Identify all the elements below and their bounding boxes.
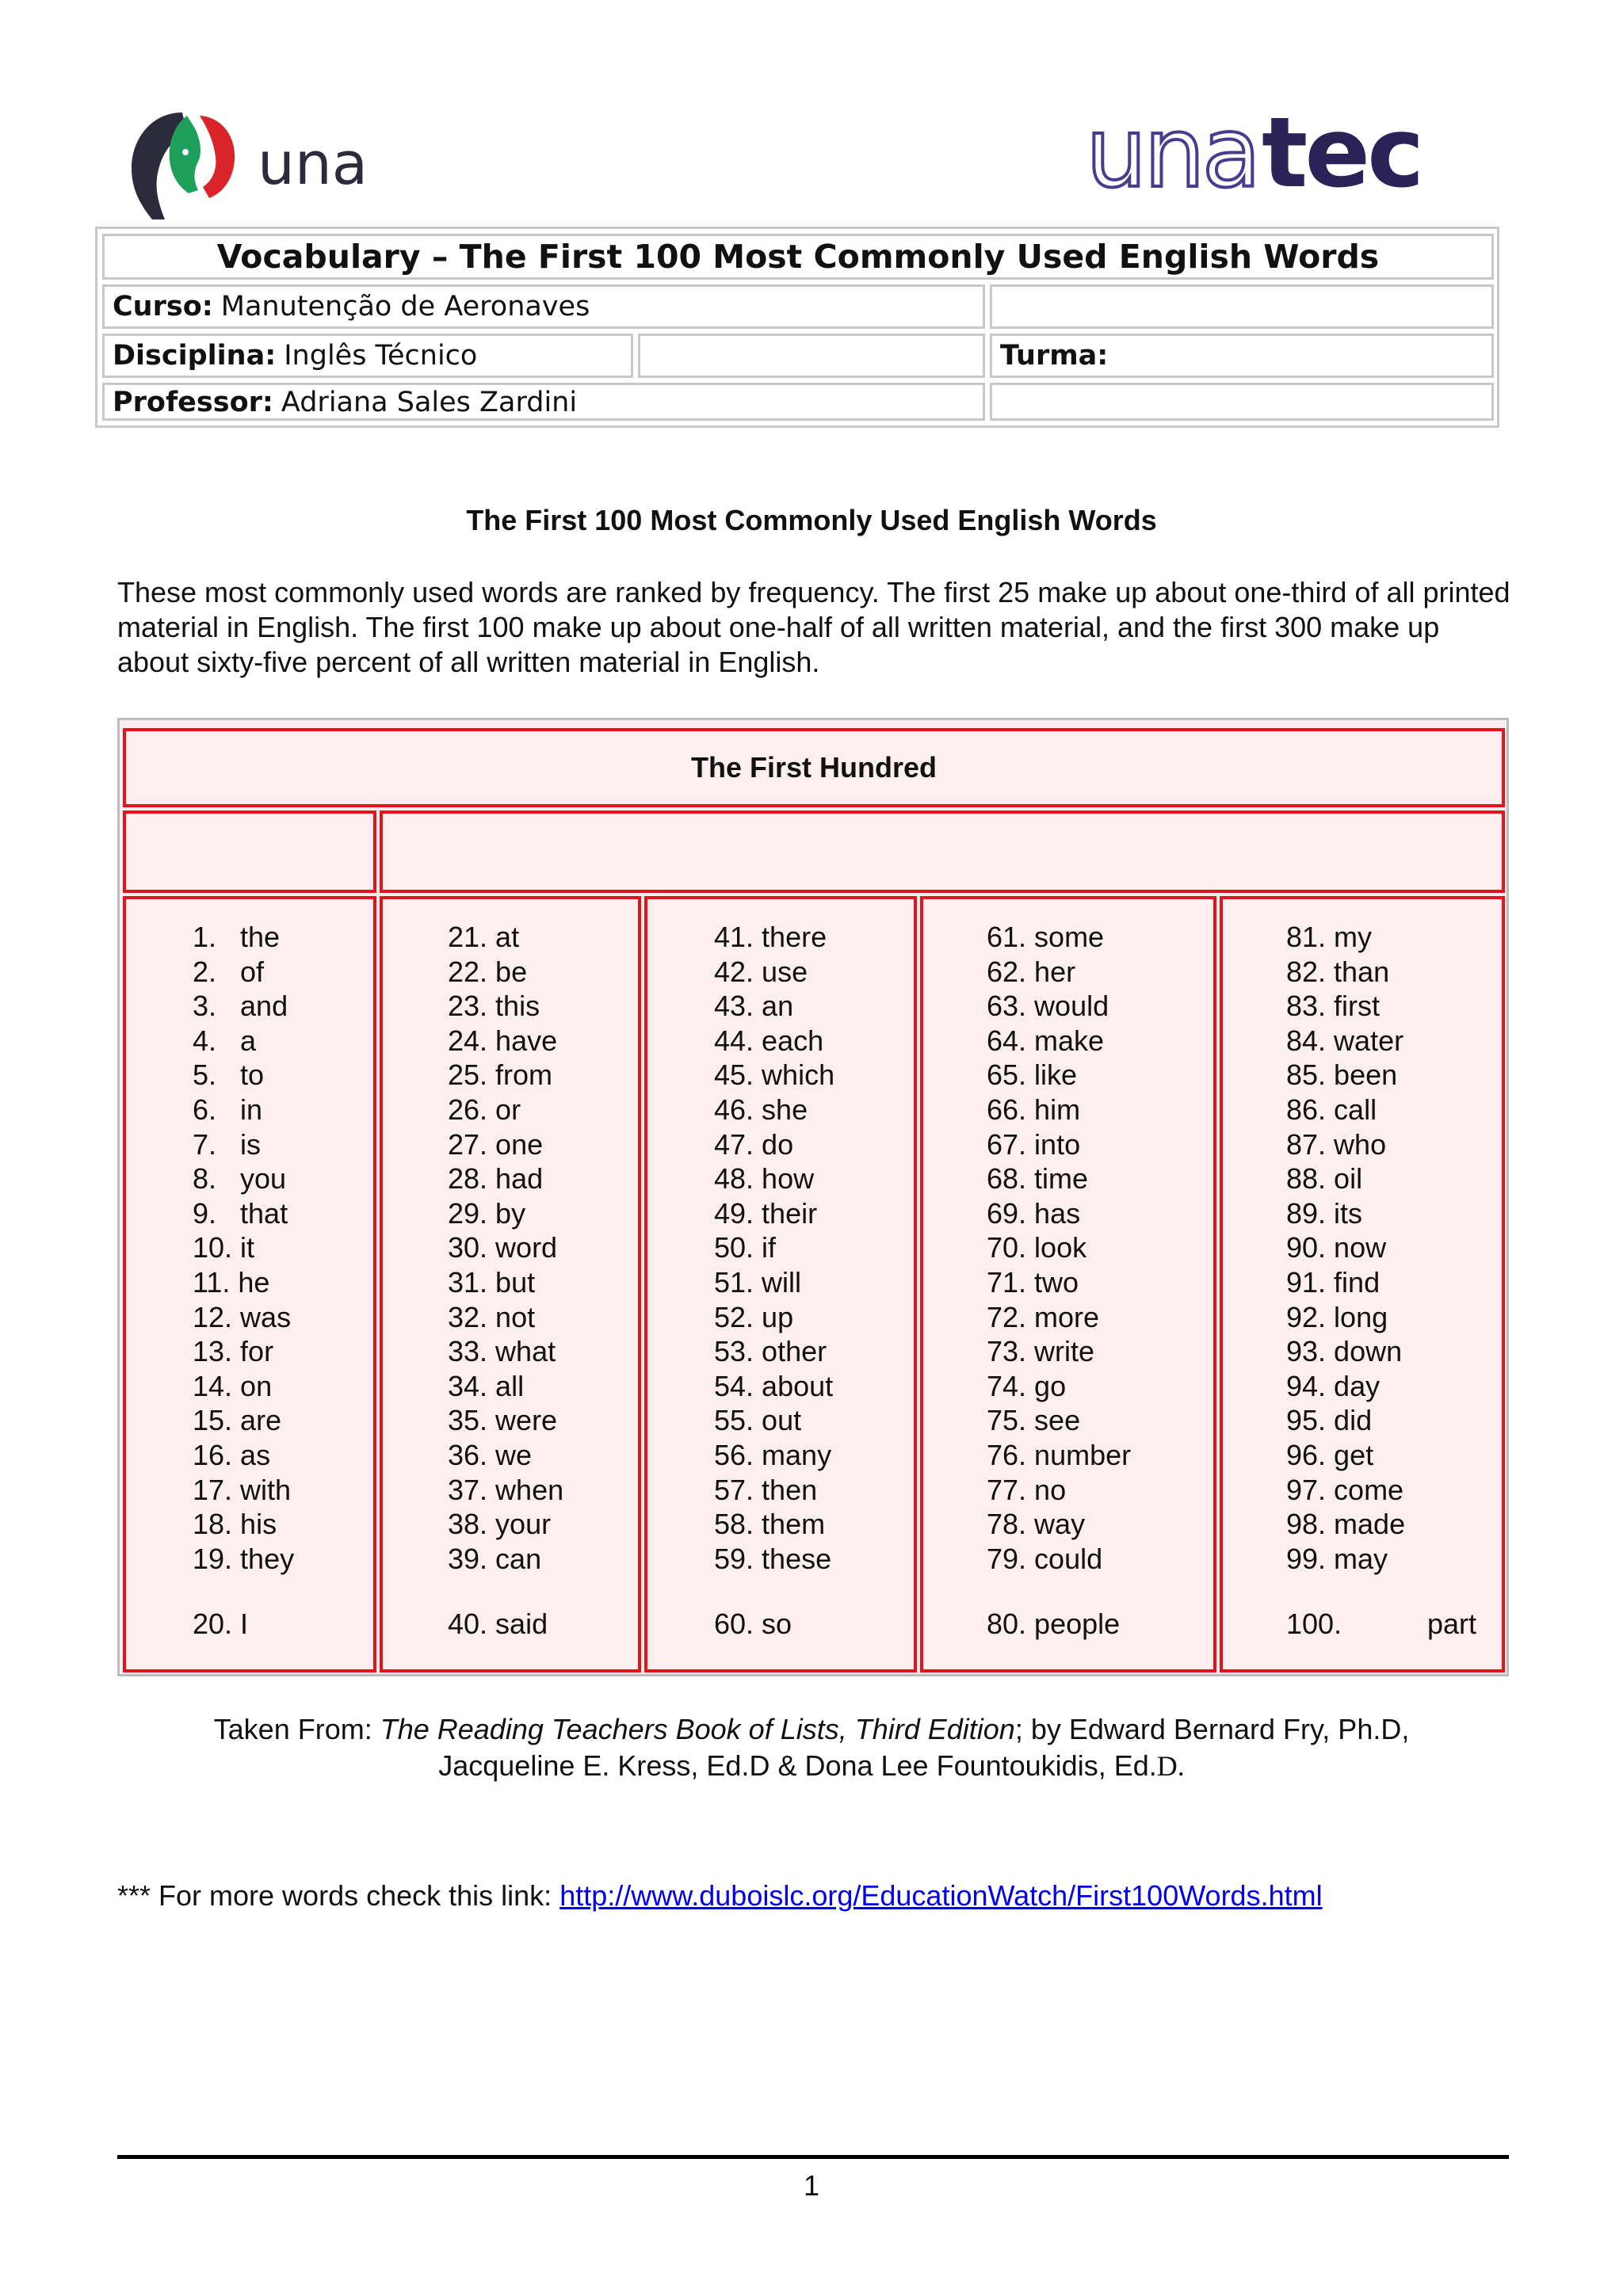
source-prefix: Taken From: (213, 1713, 380, 1745)
word-item: 99. may (1286, 1542, 1388, 1575)
word-item: 8. you (193, 1162, 287, 1196)
word-item: 24. have (448, 1024, 558, 1057)
word-item: 25. from (448, 1058, 553, 1092)
unatec-logo (1086, 107, 1466, 202)
word-item: 43. an (714, 990, 794, 1023)
word-item: 48. how (714, 1162, 815, 1196)
word-item: 87. who (1286, 1127, 1387, 1161)
empty-cell (990, 383, 1494, 421)
page-number: 1 (803, 2169, 820, 2202)
word-item: 94. day (1286, 1369, 1381, 1402)
word-item: 65. like (987, 1058, 1078, 1092)
word-list-2 (448, 920, 563, 1576)
word-item: 68. time (987, 1162, 1089, 1196)
word-item: 98. made (1286, 1508, 1406, 1541)
word-item: 15. are (193, 1404, 282, 1437)
una-logo (127, 105, 380, 223)
word-item: 9. that (193, 1196, 288, 1230)
disciplina-label: Disciplina: (113, 340, 277, 372)
word-item: 19. they (193, 1542, 295, 1575)
professor-cell (102, 383, 985, 421)
empty-cell (990, 284, 1494, 329)
word-item: 55. out (714, 1404, 802, 1437)
word-item: 51. will (714, 1265, 802, 1299)
curso-value: Manutenção de Aeronaves (220, 291, 590, 322)
word-item: 78. way (987, 1508, 1086, 1541)
word-item: 38. your (448, 1508, 552, 1541)
word-item-100-number: 100. (1286, 1608, 1342, 1640)
word-item: 83. first (1286, 990, 1381, 1023)
professor-value: Adriana Sales Zardini (281, 387, 578, 418)
word-item: 82. than (1286, 955, 1390, 988)
word-item: 53. other (714, 1335, 827, 1368)
word-item: 45. which (714, 1058, 835, 1092)
word-item: 96. get (1286, 1438, 1374, 1471)
curso-label: Curso: (113, 291, 213, 322)
word-item: 14. on (193, 1369, 273, 1402)
word-item: 85. been (1286, 1058, 1398, 1092)
word-item: 1. the (193, 921, 281, 953)
word-item: 69. has (987, 1196, 1081, 1230)
word-item: 66. him (987, 1093, 1081, 1126)
word-item: 11. he (193, 1265, 270, 1299)
word-item: 50. if (714, 1231, 777, 1264)
word-item: 81. my (1286, 921, 1373, 953)
word-item: 34. all (448, 1369, 525, 1402)
word-item-20: 20. I (193, 1608, 249, 1640)
words-table (117, 718, 1509, 1676)
word-item: 17. with (193, 1473, 292, 1506)
una-logo-text: una (258, 130, 369, 198)
word-item: 88. oil (1286, 1162, 1363, 1196)
word-list-1 (193, 920, 294, 1576)
word-item: 62. her (987, 955, 1076, 988)
word-item: 91. find (1286, 1265, 1381, 1299)
word-item: 77. no (987, 1473, 1067, 1506)
word-item: 73. write (987, 1335, 1095, 1368)
disciplina-value: Inglês Técnico (284, 340, 478, 372)
word-item: 37. when (448, 1473, 564, 1506)
word-item-40: 40. said (448, 1608, 548, 1640)
section-heading: The First 100 Most Commonly Used English Words (466, 504, 1157, 536)
curso-cell (102, 284, 985, 329)
word-item: 4. a (193, 1024, 257, 1057)
word-item: 56. many (714, 1438, 832, 1471)
word-item: 31. but (448, 1265, 536, 1299)
word-item: 23. this (448, 990, 540, 1023)
word-item: 36. we (448, 1438, 533, 1471)
intro-paragraph: These most commonly used words are ranked by frequency. The first 25 make up about one-third of all printed material in English. The first 100 make up about one-half of all written material, and the first 300 make up about sixty-five percent of all written material in English. (117, 576, 1510, 678)
professor-label: Professor: (113, 387, 273, 418)
word-item: 97. come (1286, 1473, 1404, 1506)
word-item: 41. there (714, 921, 827, 953)
word-item: 29. by (448, 1196, 526, 1230)
word-item: 52. up (714, 1300, 794, 1333)
disciplina-cell (102, 334, 633, 378)
svg-text:tec: tec (1262, 107, 1422, 202)
course-info-table (95, 227, 1499, 428)
word-item: 12. was (193, 1300, 292, 1333)
word-item: 39. can (448, 1542, 542, 1575)
word-item: 21. at (448, 921, 520, 953)
word-item: 95. did (1286, 1404, 1373, 1437)
word-item: 79. could (987, 1542, 1103, 1575)
word-item: 84. water (1286, 1024, 1404, 1057)
empty-cell (638, 334, 985, 378)
empty-cell (123, 810, 376, 893)
source-authors-1: ; by Edward Bernard Fry, Ph.D, (1014, 1713, 1410, 1745)
source-book-title: The Reading Teachers Book of Lists, Third Edition (380, 1713, 1015, 1745)
word-item: 16. as (193, 1438, 271, 1471)
word-item: 76. number (987, 1438, 1132, 1471)
word-item: 64. make (987, 1024, 1105, 1057)
word-item: 57. then (714, 1473, 818, 1506)
word-item: 32. not (448, 1300, 536, 1333)
source-authors-2-end: D. (1156, 1750, 1185, 1782)
word-item: 71. two (987, 1265, 1079, 1299)
turma-label: Turma: (1000, 340, 1109, 372)
more-words-line (117, 1879, 1323, 1913)
more-words-text: *** For more words check this link: (117, 1879, 560, 1912)
source-authors-2: Jacqueline E. Kress, Ed.D & Dona Lee Fountoukidis, Ed. (438, 1749, 1157, 1782)
word-item: 61. some (987, 921, 1105, 953)
word-item: 92. long (1286, 1300, 1388, 1333)
word-item: 70. look (987, 1231, 1087, 1264)
word-item: 93. down (1286, 1335, 1403, 1368)
word-item: 33. what (448, 1335, 556, 1368)
word-item: 59. these (714, 1542, 832, 1575)
word-item: 72. more (987, 1300, 1100, 1333)
word-item: 35. were (448, 1404, 558, 1437)
word-item: 28. had (448, 1162, 544, 1196)
word-item: 27. one (448, 1127, 544, 1161)
word-item: 2. of (193, 955, 265, 988)
word-item: 75. see (987, 1404, 1081, 1437)
word-item: 18. his (193, 1508, 277, 1541)
word-item-100-word: part (1427, 1608, 1477, 1640)
word-item: 6. in (193, 1093, 263, 1126)
word-item: 47. do (714, 1127, 794, 1161)
word-item: 46. she (714, 1093, 808, 1126)
svg-text:una: una (1086, 107, 1258, 202)
empty-cell (380, 810, 1505, 893)
word-item: 86. call (1286, 1093, 1377, 1126)
footer-rule (117, 2155, 1509, 2159)
word-item: 54. about (714, 1369, 834, 1402)
word-item: 13. for (193, 1335, 274, 1368)
word-item: 49. their (714, 1196, 818, 1230)
word-item-80: 80. people (987, 1608, 1121, 1640)
word-item: 90. now (1286, 1231, 1387, 1264)
source-citation (0, 1711, 1623, 1784)
word-item-60: 60. so (714, 1608, 792, 1640)
document-title: Vocabulary – The First 100 Most Commonly Used English Words (102, 234, 1494, 280)
word-list-3 (714, 920, 834, 1576)
word-item: 26. or (448, 1093, 521, 1126)
word-item: 44. each (714, 1024, 824, 1057)
word-item: 63. would (987, 990, 1109, 1023)
word-item: 5. to (193, 1058, 265, 1092)
word-item: 58. them (714, 1508, 826, 1541)
word-item: 30. word (448, 1231, 558, 1264)
word-item: 22. be (448, 955, 528, 988)
words-table-title: The First Hundred (123, 728, 1505, 807)
word-item: 89. its (1286, 1196, 1363, 1230)
word-item: 42. use (714, 955, 808, 988)
word-item: 3. and (193, 990, 288, 1023)
word-item: 7. is (193, 1127, 262, 1161)
word-list-4 (987, 920, 1131, 1576)
turma-cell (990, 334, 1494, 378)
word-item: 74. go (987, 1369, 1067, 1402)
word-item: 67. into (987, 1127, 1081, 1161)
word-list-5 (1286, 920, 1405, 1576)
more-words-link[interactable]: http://www.duboislc.org/EducationWatch/First100Words.html (559, 1879, 1323, 1912)
word-item: 10. it (193, 1231, 255, 1264)
